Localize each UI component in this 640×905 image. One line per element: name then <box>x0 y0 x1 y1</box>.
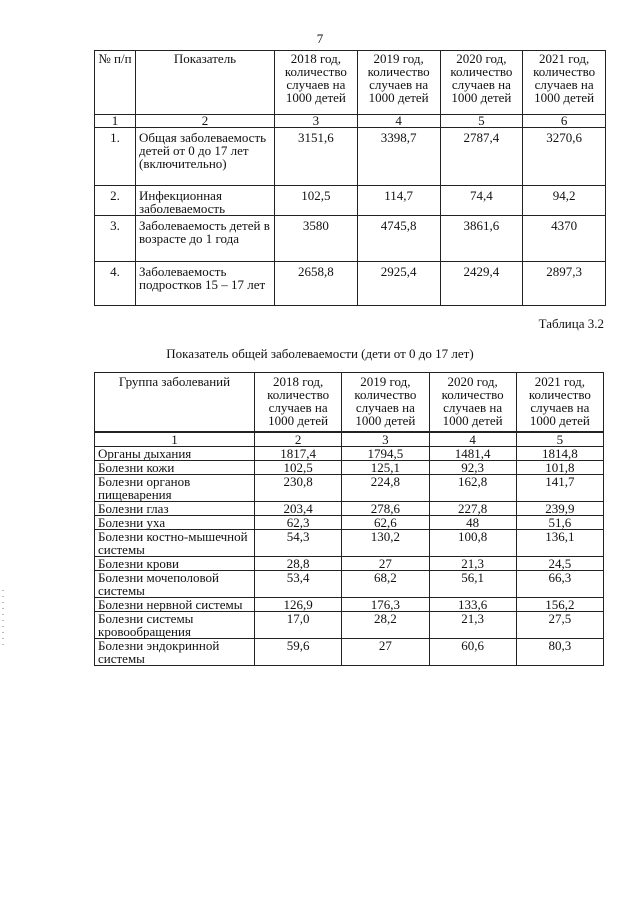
value-2020: 100,8 <box>429 530 516 557</box>
col-number: 5 <box>440 115 523 128</box>
value-2018: 1817,4 <box>255 447 342 461</box>
header-2021: 2021 год, количество случаев на 1000 детей <box>516 373 603 433</box>
group-name: Болезни уха <box>95 516 255 530</box>
value-2018: 102,5 <box>255 461 342 475</box>
value-2021: 94,2 <box>523 186 606 216</box>
row-name: Инфекционная заболеваемость <box>136 186 275 216</box>
value-2021: 1814,8 <box>516 447 603 461</box>
value-2018: 230,8 <box>255 475 342 502</box>
table-row <box>95 186 606 216</box>
column-number-row <box>95 115 606 128</box>
value-2021: 24,5 <box>516 557 603 571</box>
table-row <box>95 516 604 530</box>
value-2021: 66,3 <box>516 571 603 598</box>
value-2019: 68,2 <box>342 571 429 598</box>
value-2021: 101,8 <box>516 461 603 475</box>
row-name: Общая заболеваемость детей от 0 до 17 лет (включительно) <box>136 128 275 186</box>
value-2021: 4370 <box>523 216 606 262</box>
value-2020: 21,3 <box>429 557 516 571</box>
value-2018: 126,9 <box>255 598 342 612</box>
value-2021: 156,2 <box>516 598 603 612</box>
value-2019: 62,6 <box>342 516 429 530</box>
scan-margin-marks <box>2 590 4 650</box>
col-number: 4 <box>429 432 516 447</box>
value-2020: 60,6 <box>429 639 516 666</box>
col-number: 3 <box>342 432 429 447</box>
table-label: Таблица 3.2 <box>538 316 604 331</box>
value-2019: 2925,4 <box>357 262 440 306</box>
value-2019: 28,2 <box>342 612 429 639</box>
value-2020: 92,3 <box>429 461 516 475</box>
table-row <box>95 128 606 186</box>
header-number: № п/п <box>95 51 136 115</box>
table-row <box>95 639 604 666</box>
row-number: 4. <box>95 262 136 306</box>
value-2020: 162,8 <box>429 475 516 502</box>
value-2018: 28,8 <box>255 557 342 571</box>
col-number: 1 <box>95 115 136 128</box>
value-2019: 4745,8 <box>357 216 440 262</box>
value-2018: 53,4 <box>255 571 342 598</box>
value-2019: 130,2 <box>342 530 429 557</box>
table-row <box>95 557 604 571</box>
value-2021: 51,6 <box>516 516 603 530</box>
table-title: Показатель общей заболеваемости (дети от 0 до 17 лет) <box>166 346 474 361</box>
value-2021: 239,9 <box>516 502 603 516</box>
value-2018: 2658,8 <box>275 262 358 306</box>
value-2021: 2897,3 <box>523 262 606 306</box>
value-2018: 3151,6 <box>275 128 358 186</box>
value-2019: 3398,7 <box>357 128 440 186</box>
value-2020: 3861,6 <box>440 216 523 262</box>
table-row <box>95 216 606 262</box>
value-2021: 3270,6 <box>523 128 606 186</box>
col-number: 2 <box>255 432 342 447</box>
table-row <box>95 598 604 612</box>
value-2020: 48 <box>429 516 516 530</box>
value-2020: 21,3 <box>429 612 516 639</box>
header-2018: 2018 год, количество случаев на 1000 детей <box>255 373 342 433</box>
column-number-row <box>95 432 604 447</box>
group-name: Болезни глаз <box>95 502 255 516</box>
header-2020: 2020 год, количество случаев на 1000 детей <box>429 373 516 433</box>
value-2020: 2787,4 <box>440 128 523 186</box>
group-name: Болезни крови <box>95 557 255 571</box>
row-number: 2. <box>95 186 136 216</box>
row-name: Заболеваемость подростков 15 – 17 лет <box>136 262 275 306</box>
row-number: 1. <box>95 128 136 186</box>
value-2018: 17,0 <box>255 612 342 639</box>
group-name: Органы дыхания <box>95 447 255 461</box>
value-2020: 74,4 <box>440 186 523 216</box>
table-row <box>95 461 604 475</box>
value-2020: 1481,4 <box>429 447 516 461</box>
value-2021: 80,3 <box>516 639 603 666</box>
value-2018: 59,6 <box>255 639 342 666</box>
table-indicators <box>94 50 606 306</box>
group-name: Болезни органов пищеварения <box>95 475 255 502</box>
value-2020: 133,6 <box>429 598 516 612</box>
row-name: Заболеваемость детей в возрасте до 1 года <box>136 216 275 262</box>
value-2019: 176,3 <box>342 598 429 612</box>
table-row <box>95 502 604 516</box>
header-2019: 2019 год, количество случаев на 1000 детей <box>342 373 429 433</box>
col-number: 2 <box>136 115 275 128</box>
table-row <box>95 262 606 306</box>
table-disease-groups <box>94 372 604 666</box>
value-2021: 141,7 <box>516 475 603 502</box>
table-row <box>95 447 604 461</box>
col-number: 6 <box>523 115 606 128</box>
page-number: 7 <box>316 31 324 46</box>
header-2019: 2019 год, количество случаев на 1000 детей <box>357 51 440 115</box>
value-2021: 136,1 <box>516 530 603 557</box>
table-row <box>95 571 604 598</box>
group-name: Болезни кожи <box>95 461 255 475</box>
table-row <box>95 530 604 557</box>
value-2018: 3580 <box>275 216 358 262</box>
value-2021: 27,5 <box>516 612 603 639</box>
col-number: 1 <box>95 432 255 447</box>
value-2019: 114,7 <box>357 186 440 216</box>
value-2020: 56,1 <box>429 571 516 598</box>
value-2018: 203,4 <box>255 502 342 516</box>
value-2020: 2429,4 <box>440 262 523 306</box>
col-number: 3 <box>275 115 358 128</box>
value-2019: 125,1 <box>342 461 429 475</box>
group-name: Болезни мочеполовой системы <box>95 571 255 598</box>
table-header-row <box>95 51 606 115</box>
header-2020: 2020 год, количество случаев на 1000 детей <box>440 51 523 115</box>
table-header-row <box>95 373 604 433</box>
col-number: 5 <box>516 432 603 447</box>
table-row <box>95 475 604 502</box>
header-2021: 2021 год, количество случаев на 1000 детей <box>523 51 606 115</box>
value-2020: 227,8 <box>429 502 516 516</box>
group-name: Болезни нервной системы <box>95 598 255 612</box>
header-group: Группа заболеваний <box>95 373 255 433</box>
row-number: 3. <box>95 216 136 262</box>
header-indicator: Показатель <box>136 51 275 115</box>
value-2019: 224,8 <box>342 475 429 502</box>
value-2019: 27 <box>342 557 429 571</box>
value-2019: 278,6 <box>342 502 429 516</box>
group-name: Болезни системы кровообращения <box>95 612 255 639</box>
header-2018: 2018 год, количество случаев на 1000 детей <box>275 51 358 115</box>
value-2018: 54,3 <box>255 530 342 557</box>
group-name: Болезни костно-мышечной системы <box>95 530 255 557</box>
table-row <box>95 612 604 639</box>
value-2018: 102,5 <box>275 186 358 216</box>
col-number: 4 <box>357 115 440 128</box>
value-2018: 62,3 <box>255 516 342 530</box>
value-2019: 27 <box>342 639 429 666</box>
group-name: Болезни эндокринной системы <box>95 639 255 666</box>
value-2019: 1794,5 <box>342 447 429 461</box>
